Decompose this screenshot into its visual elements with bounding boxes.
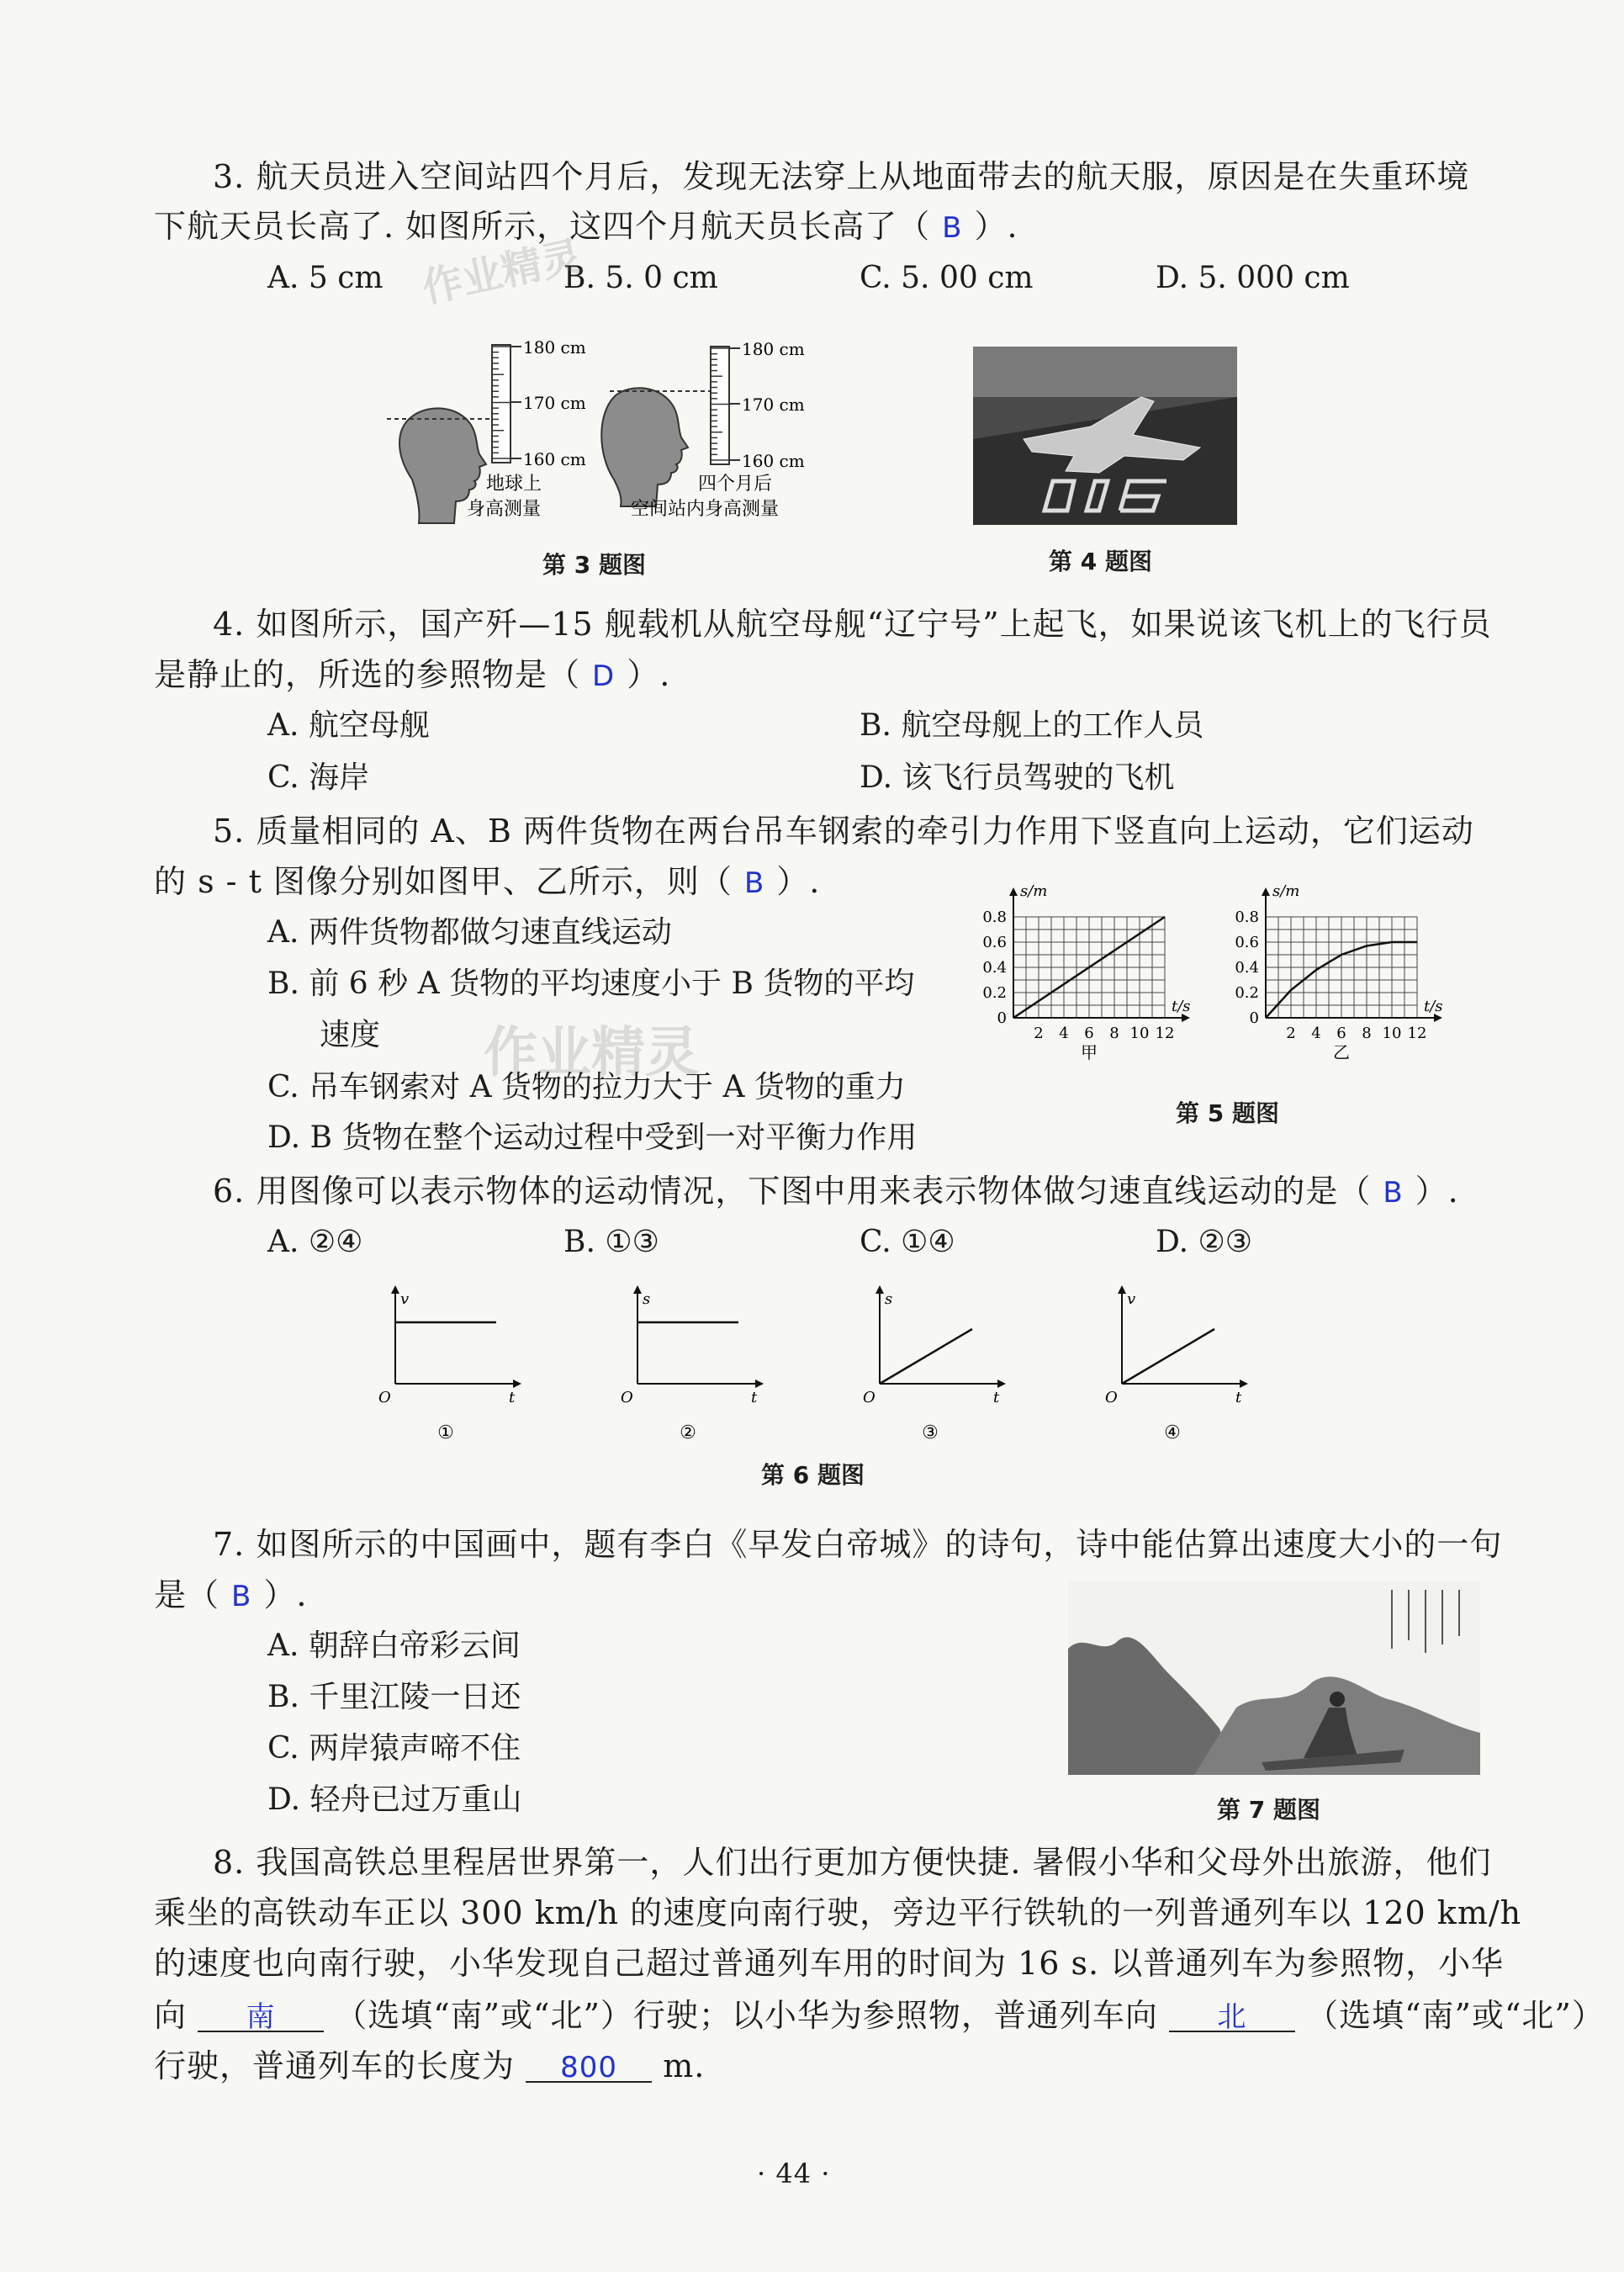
- ruler-station-tick-160: 160 cm: [742, 451, 805, 471]
- q3-option-a: A. 5 cm: [267, 261, 384, 295]
- q3-caption: 第 3 题图: [542, 551, 646, 579]
- q4-option-c: C. 海岸: [267, 760, 370, 795]
- q6-option-b: B. ①③: [563, 1225, 659, 1259]
- q6-graph-origin: O: [1105, 1389, 1118, 1406]
- q3-height-figure: [378, 328, 833, 538]
- graph-yi-xtick: 10: [1382, 1025, 1402, 1042]
- q6-graph-1: [378, 1285, 521, 1443]
- ruler-station-tick-170: 170 cm: [742, 395, 805, 415]
- graph-jia-ylabel: s/m: [1020, 883, 1048, 900]
- graph-yi-xlabel: t/s: [1424, 998, 1443, 1015]
- q3-label1a: 地球上: [486, 474, 542, 495]
- q6-graph-3: [863, 1285, 1006, 1443]
- q5-option-c: C. 吊车钢索对 A 货物的拉力大于 A 货物的重力: [267, 1070, 906, 1104]
- ruler-earth-tick-160: 160 cm: [523, 449, 586, 469]
- graph-yi-xtick: 8: [1362, 1025, 1372, 1042]
- q8-blank-2: 北: [1169, 1997, 1295, 2032]
- watermark-top: 作业精灵: [418, 232, 586, 313]
- graph-yi: [1235, 883, 1442, 1062]
- q7-line1: 7. 如图所示的中国画中，题有李白《早发白帝城》的诗句，诗中能估算出速度大小的一句: [213, 1526, 1503, 1563]
- q5-option-a: A. 两件货物都做匀速直线运动: [267, 915, 672, 950]
- q6-graph-xlabel: t: [509, 1389, 516, 1406]
- q8-line1: 8. 我国高铁总里程居世界第一，人们出行更加方便快捷. 暑假小华和父母外出旅游，他们: [213, 1844, 1492, 1881]
- q7-option-d: D. 轻舟已过万重山: [267, 1782, 522, 1817]
- q5-line1: 5. 质量相同的 A、B 两件货物在两台吊车钢索的牵引力作用下竖直向上运动，它们运动: [213, 813, 1474, 850]
- q6-caption: 第 6 题图: [761, 1461, 865, 1489]
- head-silhouette-station: [601, 388, 688, 506]
- q3-label2b: 空间站内身高测量: [631, 499, 780, 520]
- q3-option-c: C. 5. 00 cm: [860, 261, 1034, 295]
- q7-answer: B: [231, 1580, 252, 1613]
- graph-jia-ytick: 0.6: [982, 934, 1007, 951]
- graph-jia-xtick: 6: [1084, 1025, 1094, 1042]
- q6-graph-ylabel: s: [643, 1290, 651, 1308]
- q4-option-b: B. 航空母舰上的工作人员: [860, 708, 1204, 743]
- graph-jia: [982, 883, 1190, 1062]
- q8-line2: 乘坐的高铁动车正以 300 km/h 的速度向南行驶，旁边平行铁轨的一列普通列车以 120 km/h: [154, 1894, 1522, 1931]
- ruler-earth-tick-170: 170 cm: [523, 393, 586, 413]
- graph-yi-name: 乙: [1333, 1042, 1350, 1062]
- q5-option-b-cont: 速度: [320, 1018, 381, 1052]
- q7-option-a: A. 朝辞白帝彩云间: [267, 1629, 521, 1663]
- q8-line3: 的速度也向南行驶，小华发现自己超过普通列车用的时间为 16 s. 以普通列车为参照物，小华: [154, 1945, 1505, 1982]
- graph-yi-xtick: 2: [1286, 1025, 1296, 1042]
- page-number: · 44 ·: [757, 2158, 831, 2190]
- q6-graph-xlabel: t: [1235, 1389, 1242, 1406]
- q6-graph-rising-line: [1122, 1329, 1214, 1384]
- q6-graph-number: ③: [922, 1422, 939, 1443]
- q7-caption: 第 7 题图: [1217, 1796, 1320, 1824]
- q6-option-c: C. ①④: [860, 1225, 955, 1259]
- q6-graph-origin: O: [378, 1389, 391, 1406]
- graph-jia-ytick: 0.8: [982, 908, 1007, 926]
- q6-graph-xlabel: t: [751, 1389, 758, 1406]
- q8-line4: 向 南 （选填“南”或“北”）行驶；以小华为参照物，普通列车向 北 （选填“南”或“北”）: [154, 1997, 1605, 2034]
- q6-graph-number: ②: [680, 1422, 696, 1443]
- q3-label2a: 四个月后: [698, 474, 773, 495]
- q3-line2: 下航天员长高了. 如图所示，这四个月航天员长高了（ B ）.: [154, 208, 1018, 245]
- graph-yi-ytick: 0.8: [1235, 908, 1259, 926]
- q5-caption: 第 5 题图: [1176, 1099, 1279, 1127]
- graph-yi-ylabel: s/m: [1272, 883, 1300, 900]
- q4-answer: D: [592, 659, 616, 693]
- q6-graph-origin: O: [863, 1389, 875, 1406]
- q5-option-d: D. B 货物在整个运动过程中受到一对平衡力作用: [267, 1120, 918, 1155]
- q7-line2: 是（ B ）.: [154, 1576, 308, 1613]
- graph-yi-xtick: 6: [1336, 1025, 1346, 1042]
- graph-yi-ytick: 0.4: [1235, 959, 1259, 977]
- q6-answer: B: [1383, 1176, 1404, 1210]
- q4-option-a: A. 航空母舰: [267, 708, 430, 743]
- graph-yi-xtick: 4: [1311, 1025, 1321, 1042]
- graph-jia-xlabel: t/s: [1172, 998, 1191, 1015]
- watermark-middle: 作业精灵: [484, 1022, 699, 1084]
- graph-jia-xtick: 10: [1129, 1025, 1150, 1042]
- q6-graph-number: ①: [437, 1422, 454, 1443]
- ruler-earth-tick-180: 180 cm: [523, 337, 586, 357]
- q8-blank-1: 南: [198, 1997, 324, 2032]
- q6-graph-ylabel: s: [885, 1290, 893, 1308]
- q7-option-c: C. 两岸猿声啼不住: [267, 1731, 521, 1766]
- graph-jia-ytick: 0.4: [982, 959, 1007, 977]
- q6-graph-number: ④: [1164, 1422, 1181, 1443]
- q6-line1: 6. 用图像可以表示物体的运动情况，下图中用来表示物体做匀速直线运动的是（ B ）.: [213, 1173, 1459, 1210]
- q4-option-d: D. 该飞行员驾驶的飞机: [860, 760, 1175, 795]
- q6-graph-xlabel: t: [993, 1389, 1000, 1406]
- q6-graph-2: [621, 1285, 764, 1443]
- q6-option-a: A. ②④: [267, 1225, 363, 1259]
- graph-jia-xtick: 2: [1034, 1025, 1044, 1042]
- q6-motion-graphs: [370, 1279, 1278, 1447]
- q5-st-graphs: [976, 883, 1497, 1085]
- q3-option-d: D. 5. 000 cm: [1156, 261, 1350, 295]
- q8-line5: 行驶，普通列车的长度为 800 m.: [154, 2047, 706, 2084]
- q3-option-b: B. 5. 0 cm: [563, 261, 718, 295]
- q6-option-d: D. ②③: [1156, 1225, 1253, 1259]
- graph-yi-xtick: 12: [1407, 1025, 1427, 1042]
- ruler-earth: [492, 337, 586, 469]
- q3-label1b: 身高测量: [467, 499, 542, 520]
- q5-line2: 的 s - t 图像分别如图甲、乙所示，则（ B ）.: [154, 863, 821, 900]
- q7-option-b: B. 千里江陵一日还: [267, 1680, 521, 1714]
- ruler-station-tick-180: 180 cm: [742, 339, 805, 359]
- q4-caption: 第 4 题图: [1049, 548, 1152, 575]
- graph-jia-xtick: 12: [1155, 1025, 1175, 1042]
- q4-line1: 4. 如图所示，国产歼—15 舰载机从航空母舰“辽宁号”上起飞，如果说该飞机上的飞行员: [213, 606, 1492, 643]
- q7-chinese-painting: [1068, 1581, 1480, 1775]
- q6-graph-origin: O: [621, 1389, 633, 1406]
- graph-jia-xtick: 8: [1109, 1025, 1119, 1042]
- q8-blank-3: 800: [526, 2047, 652, 2083]
- graph-yi-ytick: 0.6: [1235, 934, 1259, 951]
- q5-answer: B: [743, 866, 765, 900]
- graph-yi-ytick: 0.2: [1235, 984, 1259, 1002]
- graph-jia-ytick: 0: [997, 1009, 1007, 1027]
- graph-jia-name: 甲: [1081, 1042, 1098, 1062]
- q4-line2: 是静止的，所选的参照物是（ D ）.: [154, 656, 671, 693]
- graph-jia-xtick: 4: [1059, 1025, 1069, 1042]
- q5-option-b: B. 前 6 秒 A 货物的平均速度小于 B 货物的平均: [267, 967, 915, 1001]
- q6-graph-rising-line: [880, 1329, 972, 1384]
- q6-graph-ylabel: v: [400, 1290, 410, 1308]
- q6-graph-4: [1105, 1285, 1248, 1443]
- q3-line1: 3. 航天员进入空间站四个月后，发现无法穿上从地面带去的航天服，原因是在失重环境: [213, 158, 1470, 195]
- q6-graph-ylabel: v: [1127, 1290, 1136, 1308]
- graph-jia-ytick: 0.2: [982, 984, 1007, 1002]
- ruler-station: [711, 339, 805, 471]
- q4-jet-photo: [973, 347, 1237, 525]
- q3-answer: B: [942, 211, 963, 245]
- graph-yi-ytick: 0: [1249, 1009, 1259, 1027]
